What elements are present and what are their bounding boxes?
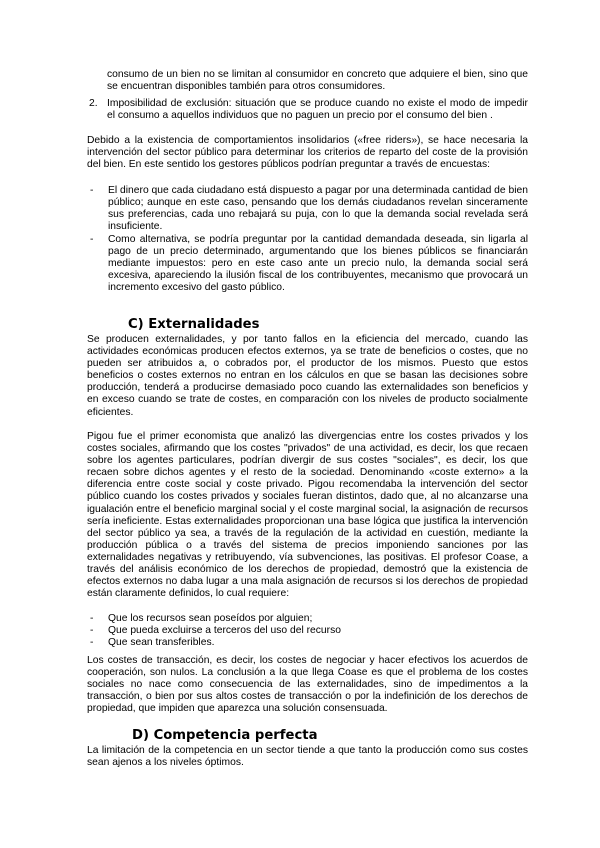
section-heading-externalidades: C) Externalidades [128, 317, 260, 332]
requirement-text: Que los recursos sean poseídos por alguien; [108, 613, 313, 624]
list-number: 2. [89, 98, 98, 109]
paragraph-competencia: La limitación de la competencia en un sector tiende a que tanto la producción como sus costes sean ajenos a los niveles óptimos. [87, 745, 528, 769]
paragraph-costes-transaccion: Los costes de transacción, es decir, los costes de negociar y hacer efectivos los acuerdos de cooperación, son nulos. La conclusión a la que llega Coase es que el problema de los costes sociales no nace como consecuencia de las externalidades, sino de impedimentos a la transacción, o bien por sus altos costes de transacción o por la indefinición de los derechos de propiedad, que impiden que aparezca una solución consensuada. [87, 655, 528, 715]
bullet-marker: - [90, 625, 94, 636]
requirement-item [90, 613, 528, 625]
bullet-item [90, 185, 528, 233]
paragraph-externalidades-intro: Se producen externalidades, y por tanto fallos en la eficiencia del mercado, cuando las actividades económicas producen efectos externos, ya se trate de beneficios o costes, que no pueden ser atribuidos a, o cobrados por, el productor de los mismos. Puesto que estos beneficios o costes externos no entran en los cálculos en que se basan las decisiones sobre producción, tenderá a producirse demasiado poco cuando las externalidades son beneficios y en exceso cuando se trate de costes, en comparación con los niveles de producto socialmente eficientes. [87, 334, 528, 418]
list-item-exclusion [89, 98, 528, 122]
requirement-text: Que pueda excluirse a terceros del uso del recurso [108, 625, 341, 636]
bullet-marker: - [90, 613, 94, 624]
requirement-item [90, 637, 528, 649]
bullet-text: El dinero que cada ciudadano está dispuesto a pagar por una determinada cantidad de bien público; aunque en este caso, pensando que los demás ciudadanos revelan sinceramente sus preferencias, cada uno rebajará su puja, con lo que la demanda social revelada será insuficiente. [108, 185, 528, 233]
paragraph-free-riders: Debido a la existencia de comportamientos insolidarios («free riders»), se hace necesaria la intervención del sector público para determinar los criterios de reparto del coste de la provisión del bien. En este sentido los gestores públicos podrían preguntar a través de encuestas: [87, 135, 528, 171]
bullet-text: Como alternativa, se podría preguntar por la cantidad demandada deseada, sin ligarla al pago de un precio determinado, argumentando que los bienes públicos se financiarán mediante impuestos: pero en este caso ante un precio nulo, la demanda social será excesiva, apareciendo la ilusión fiscal de los contribuyentes, mecanismo que provocará un incremento excesivo del gasto público. [108, 234, 528, 294]
bullet-marker: - [90, 637, 94, 648]
list-item-continuation: consumo de un bien no se limitan al consumidor en concreto que adquiere el bien, sino que se encuentran disponibles también para otros consumidores. [107, 69, 528, 93]
bullet-marker: - [90, 185, 94, 196]
requirement-text: Que sean transferibles. [108, 637, 215, 648]
requirement-item [90, 625, 528, 637]
paragraph-pigou-coase: Pigou fue el primer economista que analizó las divergencias entre los costes privados y los costes sociales, afirmando que los costes "privados" de una actividad, es decir, los que recaen sobre los agentes particulares, podrían divergir de sus costes "sociales", es decir, los que recaen sobre dichos agentes y el resto de la sociedad. Denominando «coste externo» a la diferencia entre coste social y coste privado. Pigou recomendaba la intervención del sector público cuando los costes privados y sociales fueran distintos, dado que, al no alcanzarse una igualación entre el beneficio marginal social y el coste marginal social, la asignación de recursos sería ineficiente. Estas externalidades proporcionan una base lógica que justifica la intervención del sector público ya sea, a través de la regulación de la actividad en cuestión, mediante la producción pública o a través del sistema de precios imponiendo sanciones por las externalidades negativas y retribuyendo, vía subvenciones, las positivas. El profesor Coase, a través del análisis económico de los derechos de propiedad, demostró que la existencia de efectos externos no daba lugar a una mala asignación de recursos si los derechos de propiedad están claramente definidos, lo cual requiere: [87, 431, 528, 600]
list-item-text: Imposibilidad de exclusión: situación que se produce cuando no existe el modo de impedir el consumo a aquellos individuos que no paguen un precio por el consumo del bien . [107, 98, 528, 122]
bullet-item [90, 234, 528, 294]
section-heading-competencia: D) Competencia perfecta [132, 728, 318, 743]
bullet-marker: - [90, 234, 94, 245]
